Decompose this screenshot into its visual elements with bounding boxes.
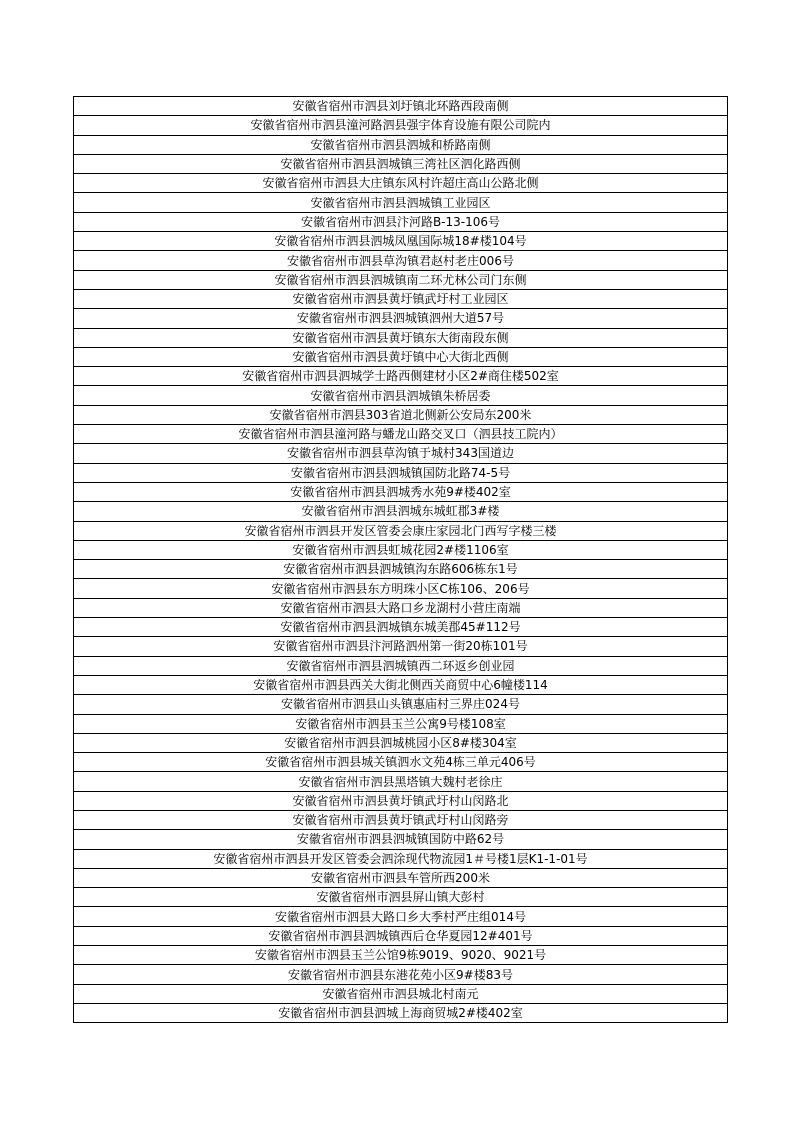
table-row [74, 598, 728, 617]
table-row [74, 232, 728, 251]
address-cell: 安徽省宿州市泗县屏山镇大彭村 [74, 888, 728, 907]
address-cell: 安徽省宿州市泗县泗城桃园小区8#楼304室 [74, 733, 728, 752]
address-cell: 安徽省宿州市泗县泗城镇泗州大道57号 [74, 309, 728, 328]
table-row [74, 560, 728, 579]
address-cell: 安徽省宿州市泗县山头镇惠庙村三界庄024号 [74, 695, 728, 714]
address-cell: 安徽省宿州市泗县城北村南元 [74, 984, 728, 1003]
address-cell: 安徽省宿州市泗县泗城镇西后仓华夏园12#401号 [74, 926, 728, 945]
table-row [74, 926, 728, 945]
address-cell: 安徽省宿州市泗县大路口乡大季村严庄组014号 [74, 907, 728, 926]
table-row [74, 174, 728, 193]
table-row [74, 521, 728, 540]
address-cell: 安徽省宿州市泗县泗城镇朱桥居委 [74, 386, 728, 405]
table-row [74, 97, 728, 116]
table-row [74, 579, 728, 598]
address-cell: 安徽省宿州市泗县黄圩镇武圩村山闵路北 [74, 791, 728, 810]
table-row [74, 386, 728, 405]
table-row [74, 193, 728, 212]
address-cell: 安徽省宿州市泗县泗城镇国防中路62号 [74, 830, 728, 849]
table-row [74, 116, 728, 135]
address-cell: 安徽省宿州市泗县泗城镇国防北路74-5号 [74, 463, 728, 482]
table-row [74, 868, 728, 887]
address-cell: 安徽省宿州市泗县潼河路泗县强宇体育设施有限公司院内 [74, 116, 728, 135]
table-row [74, 212, 728, 231]
table-row [74, 984, 728, 1003]
address-cell: 安徽省宿州市泗县黄圩镇武圩村山闵路旁 [74, 810, 728, 829]
table-row [74, 251, 728, 270]
address-cell: 安徽省宿州市泗县泗城和桥路南侧 [74, 135, 728, 154]
address-cell: 安徽省宿州市泗县西关大街北侧西关商贸中心6幢楼114 [74, 675, 728, 694]
address-cell: 安徽省宿州市泗县潼河路与蟠龙山路交叉口（泗县技工院内） [74, 425, 728, 444]
table-row [74, 289, 728, 308]
address-cell: 安徽省宿州市泗县刘圩镇北环路西段南侧 [74, 97, 728, 116]
address-cell: 安徽省宿州市泗县泗城镇三湾社区泗化路西侧 [74, 154, 728, 173]
address-cell: 安徽省宿州市泗县东方明珠小区C栋106、206号 [74, 579, 728, 598]
table-row [74, 1003, 728, 1022]
table-row [74, 444, 728, 463]
table-row [74, 637, 728, 656]
table-row [74, 733, 728, 752]
address-cell: 安徽省宿州市泗县草沟镇于城村343国道边 [74, 444, 728, 463]
address-cell: 安徽省宿州市泗县开发区管委会泗涂现代物流园1＃号楼1层K1-1-01号 [74, 849, 728, 868]
table-row [74, 695, 728, 714]
table-row [74, 270, 728, 289]
table-row [74, 347, 728, 366]
address-cell: 安徽省宿州市泗县泗城镇西二环返乡创业园 [74, 656, 728, 675]
table-row [74, 328, 728, 347]
address-cell: 安徽省宿州市泗县泗城秀水苑9#楼402室 [74, 482, 728, 501]
table-row [74, 965, 728, 984]
address-cell: 安徽省宿州市泗县东港花苑小区9#楼83号 [74, 965, 728, 984]
table-row [74, 946, 728, 965]
table-row [74, 753, 728, 772]
address-cell: 安徽省宿州市泗县泗城凤凰国际城18#楼104号 [74, 232, 728, 251]
table-row [74, 849, 728, 868]
address-cell: 安徽省宿州市泗县泗城东城虹郡3#楼 [74, 502, 728, 521]
address-cell: 安徽省宿州市泗县汴河路泗州第一街20栋101号 [74, 637, 728, 656]
table-row [74, 830, 728, 849]
table-row [74, 540, 728, 559]
address-cell: 安徽省宿州市泗县泗城镇沟东路606栋东1号 [74, 560, 728, 579]
address-cell: 安徽省宿州市泗县泗城镇东城美郡45#112号 [74, 618, 728, 637]
address-cell: 安徽省宿州市泗县汴河路B-13-106号 [74, 212, 728, 231]
address-cell: 安徽省宿州市泗县车管所西200米 [74, 868, 728, 887]
table-row [74, 772, 728, 791]
address-cell: 安徽省宿州市泗县城关镇泗水文苑4栋三单元406号 [74, 753, 728, 772]
table-row [74, 907, 728, 926]
table-row [74, 618, 728, 637]
table-row [74, 405, 728, 424]
table-row [74, 888, 728, 907]
address-cell: 安徽省宿州市泗县草沟镇君赵村老庄006号 [74, 251, 728, 270]
table-row [74, 367, 728, 386]
address-table [73, 96, 728, 1023]
address-cell: 安徽省宿州市泗县大庄镇东风村许超庄高山公路北侧 [74, 174, 728, 193]
address-cell: 安徽省宿州市泗县泗城上海商贸城2#楼402室 [74, 1003, 728, 1022]
address-cell: 安徽省宿州市泗县大路口乡龙湖村小营庄南端 [74, 598, 728, 617]
table-row [74, 656, 728, 675]
address-cell: 安徽省宿州市泗县黄圩镇武圩村工业园区 [74, 289, 728, 308]
address-cell: 安徽省宿州市泗县开发区管委会康庄家园北门西写字楼三楼 [74, 521, 728, 540]
table-row [74, 309, 728, 328]
address-cell: 安徽省宿州市泗县玉兰公寓9号楼108室 [74, 714, 728, 733]
address-cell: 安徽省宿州市泗县黑塔镇大魏村老徐庄 [74, 772, 728, 791]
table-row [74, 463, 728, 482]
address-table-body [74, 97, 728, 1023]
table-row [74, 675, 728, 694]
address-cell: 安徽省宿州市泗县泗城学士路西侧建材小区2#商住楼502室 [74, 367, 728, 386]
table-row [74, 502, 728, 521]
address-cell: 安徽省宿州市泗县黄圩镇东大街南段东侧 [74, 328, 728, 347]
address-cell: 安徽省宿州市泗县303省道北侧新公安局东200米 [74, 405, 728, 424]
address-cell: 安徽省宿州市泗县泗城镇南二环尤林公司门东侧 [74, 270, 728, 289]
address-cell: 安徽省宿州市泗县泗城镇工业园区 [74, 193, 728, 212]
table-row [74, 810, 728, 829]
address-cell: 安徽省宿州市泗县黄圩镇中心大街北西侧 [74, 347, 728, 366]
table-row [74, 135, 728, 154]
address-cell: 安徽省宿州市泗县玉兰公馆9栋9019、9020、9021号 [74, 946, 728, 965]
table-row [74, 791, 728, 810]
table-row [74, 714, 728, 733]
table-row [74, 154, 728, 173]
table-row [74, 482, 728, 501]
table-row [74, 425, 728, 444]
address-cell: 安徽省宿州市泗县虹城花园2#楼1106室 [74, 540, 728, 559]
